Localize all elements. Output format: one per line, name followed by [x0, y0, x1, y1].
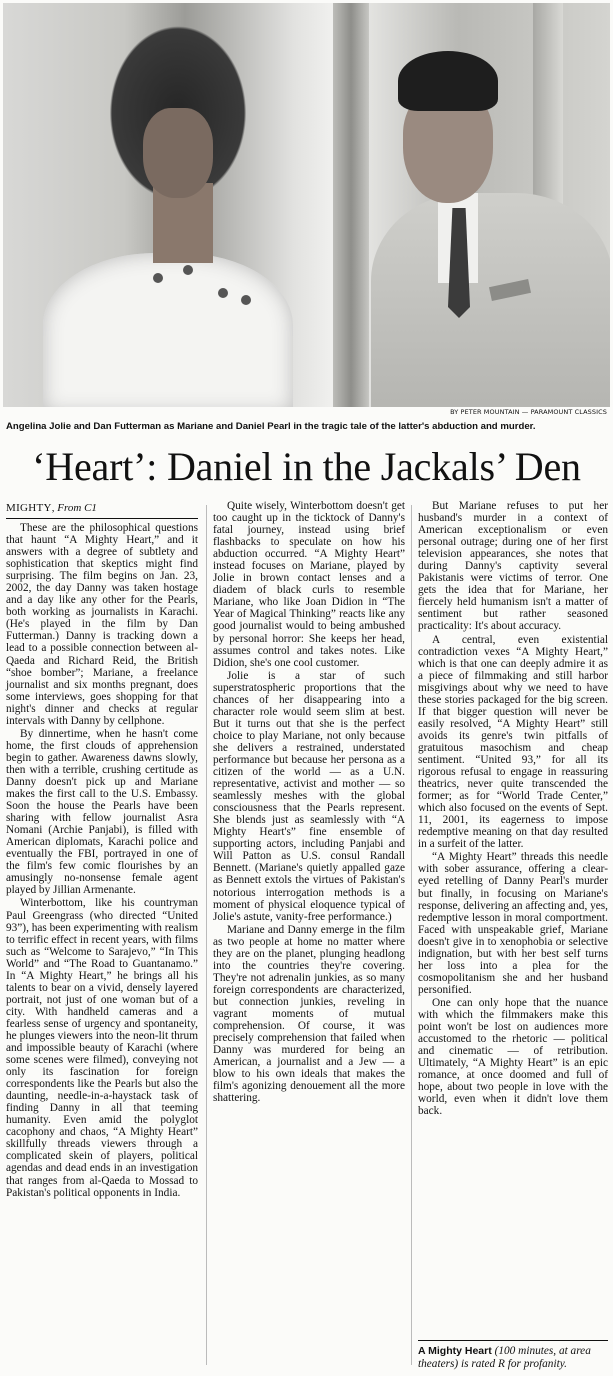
- photo-white-dress: [43, 253, 293, 407]
- paragraph: A central, even existential contradiction vexes “A Mighty Heart,” which is that one can deeply admire it as a piece of filmmaking and still harbor misgivings about why we need to have these stories packaged for the big screen. If that bigger question will never be easily resolved, “A Mighty Heart” still avoids its genre's twin pitfalls of gratuitous masochism and cheap sentiment. “United 93,” for all its rigorous refusal to engage in reassuring theatrics, never quite transcended the former; as for “World Trade Center,” which also focused on the events of Sept. 11, 2001, its eagerness to impose redemptive meaning on that day resulted in a surfeit of the latter.: [418, 633, 608, 851]
- film-info: (100 minutes, at area theaters) is rated R for profanity.: [418, 1345, 591, 1370]
- paragraph: Quite wisely, Winterbottom doesn't get too caught up in the ticktock of Danny's fatal journey, instead using brief flashbacks to speculate on how his abduction occurred. “A Mighty Heart” instead focuses on Mariane, played by Jolie in brown contact lenses and a diadem of black curls to resemble Mariane, who like Joan Didion in “The Year of Magical Thinking” reacts like any good journalist would to being ambushed by personal horror: She keeps her head, assumes control and takes notes. Like Didion, she's one cool customer.: [213, 500, 405, 669]
- paragraph: But Mariane refuses to put her husband's murder in a context of American exceptionalism or even personal outrage; during one of her first television appearances, she notes that during Danny's captivity several Pakistanis were victims of terror. One gets the idea that for Mariane, her fiercely held humanism isn't a matter of sentiment but rather seasoned practicality: It's about accuracy.: [418, 500, 608, 633]
- photo-dress-flower: [153, 273, 163, 283]
- jump-word: MIGHTY: [6, 502, 52, 514]
- article-photo: [3, 3, 610, 407]
- article-column-3: [418, 500, 608, 1118]
- column-divider: [411, 505, 412, 1365]
- paragraph: One can only hope that the nuance with which the filmmakers make this point won't be lost on audiences more accustomed to the rhetoric — political and cinematic — of retribution. Ultimately, “A Mighty Heart” is an epic romance, at once doomed and full of hope, about two people in love with the world, even when it didn't love them back.: [418, 996, 608, 1118]
- photo-man-hair: [398, 51, 498, 111]
- photo-woman-face: [143, 108, 213, 198]
- photo-pillar-left: [333, 3, 369, 407]
- paragraph: Jolie is a star of such superstratospheric proportions that the chances of her disappearing into a character role would seem slim at best. But it turns out that she is the perfect choice to play Mariane, not only because she delivers a restrained, understated performance but because her persona as a citizen of the world — as a U.N. representative, activist and mother — so seamlessly meshes with the global consciousness that the Pearls represent. She blends just as seamlessly with “A Mighty Heart's” fine ensemble of supporting actors, including Panjabi and Will Patton as U.S. consul Randall Bennett. (Mariane's quietly appalled gaze as Bennett extols the virtues of Pakistan's notorious interrogation methods is a moment of physical eloquence typical of Jolie's astute, vanity-free performance.): [213, 669, 405, 923]
- article-headline: ‘Heart’: Daniel in the Jackals’ Den: [32, 444, 581, 489]
- jump-line: MIGHTY, From C1: [6, 500, 198, 519]
- paragraph: Mariane and Danny emerge in the film as two people at home no matter where they are on the planet, plunging headlong into the countries they're covering. They're not adrenalin junkies, as so many foreign correspondents are characterized, but connection junkies, reveling in vagrant moments of mutual comprehension. Of course, it was precisely comprehension that failed when Danny was murdered for being an American, a journalist and a Jew — a blow to his own ideals that makes the film's agonizing denouement all the more shattering.: [213, 923, 405, 1105]
- photo-caption: Angelina Jolie and Dan Futterman as Mariane and Daniel Pearl in the tragic tale of the latter's abduction and murder.: [6, 421, 536, 432]
- photo-dress-flower: [218, 288, 228, 298]
- paragraph: By dinnertime, when he hasn't come home, the first clouds of apprehension begin to gather. Awareness dawns slowly, then with a terrible, crushing certitude as Danny doesn't pick up and Mariane makes the first call to the U.S. Embassy. Soon the house the Pearls have been sharing with fellow journalist Asra Nomani (Archie Panjabi), is filled with American diplomats, Karachi police and eventually the FBI, portrayed in one of the film's few comic flourishes by an amusingly no-nonsense female agent played by Jillian Armenante.: [6, 727, 198, 897]
- photo-dress-flower: [183, 265, 193, 275]
- film-info-tagline: [418, 1340, 608, 1370]
- paragraph: Winterbottom, like his countryman Paul Greengrass (who directed “United 93”), has been experimenting with realism to terrific effect in recent years, with films such as “Welcome to Sarajevo,” “In This World” and “The Road to Guantanamo.” In “A Mighty Heart,” he brings all his talents to bear on a vivid, densely layered portrait, not just of one woman but of a city. With handheld cameras and a fearless sense of urgency and spontaneity, he plunges viewers into the neon-lit thrum and impossible beauty of Karachi (where some scenes were filmed), conveying not only its fascination for foreign correspondents like the Pearls but also the daunting, needle-in-a-haystack task of finding Danny in all that teeming humanity. Even amid the polyglot cacophony and chaos, “A Mighty Heart” skillfully threads viewers through a complicated skein of players, political agendas and dead ends in an investigation that ranges from al-Qaeda to Mossad to Pakistan's political opponents in India.: [6, 897, 198, 1199]
- paragraph: “A Mighty Heart” threads this needle with sober assurance, offering a clear-eyed retelling of Danny Pearl's murder but finally, in focusing on Mariane's response, delivering an affecting and, yes, redemptive lesson in moral comportment. Faced with unspeakable grief, Mariane doesn't give in to xenophobia or selective indignation, but with her best self turns her loss into a plea for the cosmopolitanism she and her husband personified.: [418, 851, 608, 996]
- article-column-1: [6, 500, 198, 1200]
- paragraph: These are the philosophical questions that haunt “A Mighty Heart,” and it answers with a degree of subtlety and sophistication that skeptics might find surprising. The film begins on Jan. 23, 2002, the day Danny was taken hostage and a day like any other for the Pearls, both working as journalists in Karachi. (He's played in the film by Dan Futterman.) Danny is tracking down a lead to a possible connection between al-Qaeda and Richard Reid, the British “shoe bomber”; Mariane, a freelance journalist and six months pregnant, does some interviews, goes shopping for that night's dinner and checks at regular intervals with Danny by cellphone.: [6, 522, 198, 727]
- photo-dress-flower: [241, 295, 251, 305]
- article-column-2: [213, 500, 405, 1105]
- photo-man-suit: [371, 193, 610, 407]
- column-divider: [206, 505, 207, 1365]
- jump-from: From C1: [57, 502, 97, 514]
- photo-credit: BY PETER MOUNTAIN — PARAMOUNT CLASSICS: [450, 408, 607, 416]
- film-title: A Mighty Heart: [418, 1345, 492, 1357]
